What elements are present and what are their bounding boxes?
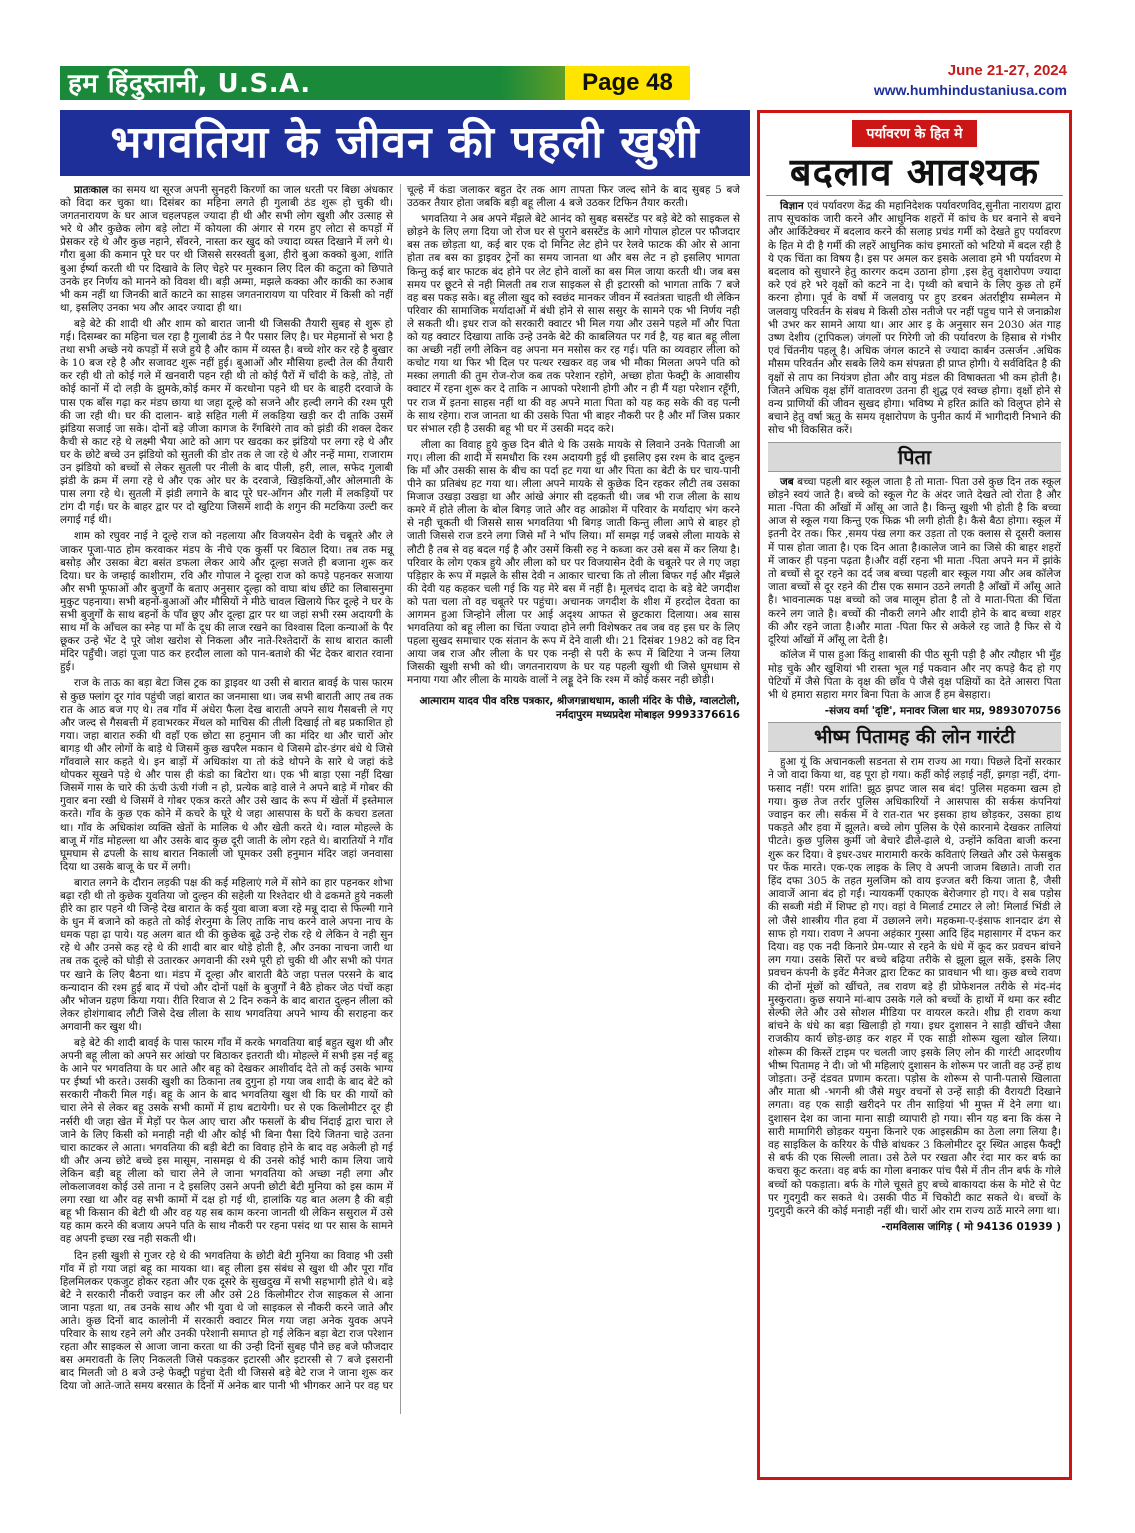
article-paragraph: शाम को रघुवर नाई ने दूल्हे राज को नहलाया और विजयसेन देवी के चबूतरे और ले जाकर पूजा-पाठ होम करवाकर मंडप के नीचे एक कुर्सी पर बिठाल दिया। तब तक मन्नू बसोड़ और उसका बेटा बसंत डफला लेकर आये और दूल्हा सजते ही बजाना शुरू कर दिया। घर के जम्हाई काशीराम, रवि और गोपाल ने दूल्हा राज को कपड़े पहनकर सजाया और सभी फूफाओं और बुजुर्गों के बताए अनुसार दूल्हा को वाघा बांध छींटे का लिबासनुमा मुकुट पहनाया। सभी बहनों-बुआओं और मौसियों ने मीठे चावल खिलाये फिर दूल्हे ने घर के सभी बुजुर्गों के साथ बहनों के पाँव छूए और दूल्हा द्वार पर था जहां सभी रस्म अदायगी के साथ माँ के आँचल का स्नेह पा माँ के दूध की लाज रखने का विश्वास दिला कन्याओं के पैर छूकर उन्हे भेंट दे पूरे जोश खरोश से निकला और नाते-रिश्तेदारों के साथ बारात काली मंदिर पहुँची। जहां पूजा पाठ कर हरदौल लाला को पान-बताशे की भेंट देकर बारात रवाना हुई। <box>60 530 393 674</box>
article-paragraph: लीला का विवाह हुये कुछ दिन बीते थे कि उसके मायके से लिवाने उनके पिताजी आ गए। लीला की शादी में समधौरा कि रश्म अदायगी हुई थी इसलिए इस रश्म के बाद दुल्हन कि माँ और उसकी सास के बीच का पर्दा हट गया था और पिता का बेटी के घर चाय-पानी पीने का प्रतिबंध हट गया था। लीला अपने मायके से कुछेक दिन रहकर लौटी तब उसका मिजाज उखड़ा उखड़ा था और आंखे अंगार सी दहकती थी। जब भी राज लीला के साथ कमरे में होते लीला के बोल बिगड़ जाते और वह आक्रोश में परिवार के मर्यादाए भंग करने से नही चूकती थी जिससे सास भगवतिया भी बिगड़ जाती किन्तु लीला आपे से बाहर हो जाती जिससे राज डरने लगा जिसे माँ ने भाँप लिया। माँ समझ गई जबसे लीला मायके से लौटी है तब से वह बदल गई है और उसमें किसी रुह ने कब्जा कर उसे बस में कर लिया है। परिवार के लोग एकत्र हुये और लीला को घर पर विजयासेन देवी के चबूतरे पर ले गए जहा पड़िहार के रूप में मझले के सीस देवी न आकार चारचा कि तो लीला बिफर गई और मँझले की देवी यह कहकर चली गई कि यह मेरे बस में नहीं है। मूलचंद दादा के बड़े बेटे जगदीश को पता चला तो वह चबूतरे पर पहुंचा। अचानक जगदीश के शीश में हरदोल देवता का आगमन हुआ जिन्होने लीला पर आई अदृश्य आफत से छुटकारा दिलाया। अब सास भगवतिया को बहू लीला का चिंता ज्यादा होने लगी विशेषकर तब जब वह इस घर के लिए पहला सुखद समाचार एक संतान के रूप में देने वाली थी। 21 दिसंबर 1982 को वह दिन आया जब राज और लीला के घर एक नन्ही से परी के रूप में बिटिया ने जन्म लिया जिसकी खुशी सभी को थी। जगतनारायण के घर यह पहली खुशी थी जिसे धूमधाम से मनाया गया और लीला के मायके वालों ने लड्डू देने कि रश्म में कोई कसर नही छोड़ी। <box>407 438 740 687</box>
sidebar-paragraph: हुआ यूं कि अचानकली सडनता से राम राज्य आ गया। पिछले दिनों सरकार ने जो वादा किया था, वह पूरा हो गया। कहीं कोई लड़ाई नहीं, झगड़ा नहीं, दंगा-फसाद नहीं! परम शांति! झूठ झपट जाल सब बंद! पुलिस महकमा खत्म हो गया। कुछ तेज तर्रार पुलिस अधिकारियों ने आसपास की सर्कस कंपनियां ज्वाइन कर ली। सर्कस में वे रात-रात भर इसका हाथ छोड़कर, उसका हाथ पकड़ते और हवा में झूलते। बच्चे लोग पुलिस के ऐसे कारनामे देखकर तालियां पीटते। कुछ पुलिस कुर्मी जो बेचारे ढीले-ढ़ाले थे, उन्होंने कविता बाजी करना शुरू कर दिया। वे इधर-उधर मारामारी करके कविताएं लिखते और उसे फेसबुक पर फेंक मारते। एक-एक लाइक के लिए वे अपनी जाजम बिछाते। ताजी रात हिंद दफा 305 के तहत मुलजिम को वाय इज्जत बरी किया जाता है, जैसी आवाजें आना बंद हो गईं। न्यायकर्मी एकाएक बेरोजगार हो गए। वे सब पड़ोस की सब्जी मंडी में शिफ्ट हो गए। वहां वे मिलार्ड टमाटर ले लो! मिलार्ड भिंडी ले लो जैसे शास्त्रीय गीत हवा में उछालने लगे। महकमा-ए-इंसाफ शानदार ढंग से साफ हो गया। रावण ने अपना अहंकार गुस्सा आदि हिंद महासागर में दफन कर दिया। वह एक नदी किनारे प्रेम-प्यार से रहने के धंधे में कूद कर प्रवचन बांचने लग गया। उसके सिरों पर बच्चे बढ़िया तरीके से झूला झूल सकें, इसके लिए प्रवचन कंपनी के इवेंट मैनेजर द्वारा टिकट का प्रावधान भी था। कुछ बच्चे रावण की दोनों मूंछों को खींचते, तब रावण बड़े ही प्रोफेशनल तरीके से मंद-मंद मुस्कुराता। कुछ सयाने मां-बाप उसके गले को बच्चों के हाथों में थमा कर स्वीट सेल्फी लेते और उसे सोशल मीडिया पर वायरल करते। शीघ्र ही रावण कथा बांचने के धंधे का बड़ा खिलाड़ी हो गया। इधर दुशासन ने साड़ी खींचने जैसा राजकीय कार्य छोड़-छाड़ कर शहर में एक साड़ी शोरूम खुला खोल लिया। शोरूम की किस्तें टाइम पर चलती जाए इसके लिए लोन की गारंटी आदरणीय भीष्म पितामह ने दी। जो भी महिलाएं दुशासन के शोरूम पर जाती वह उन्हें हाथ जोड़ता। उन्हें दंडवत प्रणाम करता। पड़ोस के शोरूम से पानी-पतासे खिलाता और माता श्री -भगनी श्री जैसे मधुर वचनों से उन्हें साड़ी की वैरायटी दिखाने लगता। वह एक साड़ी खरीदने पर तीन साड़ियां भी मुफ्त में देने लगा था। दुशासन देश का जाना माना साड़ी व्यापारी हो गया। सीन यह बना कि कंस ने सारी मामागिरी छोड़कर यमुना किनारे एक आइसक्रीम का ठेला लगा लिया है। वह साइकिल के करियर के पीछे बांधकर 3 किलोमीटर दूर स्थित आइस फैक्ट्री से बर्फ की एक सिल्ली लाता। उसे ठेले पर रखता और रंदा मार कर बर्फ का कचरा कूट करता। वह बर्फ का गोला बनाकर पांच पैसे में तीन तीन बर्फ के गोले बच्चों को पकड़ाता। बर्फ के गोले चूसते हुए बच्चे बाकायदा कंस के मोटे से पेट पर गुदगुदी कर सकते थे। उसकी पीठ में चिकोटी काट सकते थे। बच्चों के गुदगुदी करने की कोई मनाही नहीं थी। चारों ओर राम राज्य ठाठें मारने लगा था। <box>768 756 1061 1218</box>
main-article <box>60 184 740 1474</box>
sidebar-paragraph: विज्ञान एवं पर्यावरण केंद्र की महानिदेशक पर्यावरणविद,सुनीता नारायण द्वारा ताप सूचकांक जारी करने और आधुनिक शहरों में कांच के घर बनाने से बचने और आर्किटेक्चर में बदलाव करने की सलाह प्रचंड गर्मी को देखते हुए पर्यावरण के हित मे दी है गर्मी की लहरें आधुनिक कांच इमारतों को भटियो में बदल रही है ये एक चिंता का विषय है। इस पर अमल कर इसके अलावा हमे भी पर्यावरण मे बदलाव को सुधारने हेतु कारगर कदम उठाना होगा ,इस हेतु वृक्षारोपण ज्यादा करे एवं हरे भरे वृक्षों को कटने ना दे। पृथ्वी को बचाने के लिए कुछ तो हमें करना होगा। पूर्व के वर्षो में जलवायु पर हुए डरबन अंतर्राष्ट्रीय सम्मेलन मे जलवायु परिवर्तन के संबध मे किसी ठोस नतीजे पर नहीं पहुच पाने से जनाक्रोश भी उभर कर सामने आया था। आर आर इ के अनुसार सन 2030 अंत गाह उष्ण देशीय (ट्रापिकल) जंगलों पर गिरेगी जो की पर्यावरण के हिसाब से गंभीर एवं चिंतनीय पहलू है। अधिक जंगल काटने से ज्यादा कार्बन उत्सर्जन .अधिक मौसम परिवर्तन और सबके लिये कम संपन्नता ही प्राप्त होगी। ये सर्वविदित है की वृक्षों से ताप का नियंत्रण होता और वायु मंडल की विषाक्तता भी कम होती है। जितने अधिक वृक्ष होंगें वातावरण उतना ही शुद्ध एवं स्वच्छ होगा। वृक्षों होने से वन्य प्राणियों की जीवन सुखद होगा। भविष्य मे हरित क्रांति को विलुप्त होने से बचाने हेतु वर्षा ऋतु के समय वृक्षारोपण के पुनीत कार्य में भागीदारी निभाने की सोच भी विकसित करें। <box>768 200 1061 437</box>
sidebar <box>757 110 1072 1480</box>
sidebar-kicker: पर्यावरण के हित मे <box>852 120 976 147</box>
article-paragraph: दिन हसी खुशी से गुजर रहे थे की भगवतिया के छोटी बेटी मुनिया का विवाह भी उसी गाँव में हो गया जहां बहू का मायका था। बहू लीला इस संबंध से खुश थी और पूरा गाँव हिलमिलकर एकजुट होकर रहता और एक दूसरे के सुखदुख में सभी सहभागी होते थे। बड़े बेटे ने सरकारी नौकरी ज्वाइन कर ली और उसे 28 किलोमीटर रोज साइकल से आना जाना पड़ता था, तब उनके साथ और भी युवा थे जो साइकल से नौकरी करने जाते और आते। कुछ दिनों बाद कालोनी में सरकारी क्वाटर मिल गया जहा अनेक युवक अपने परिवार के साथ रहने लगे और उनकी परेशानी समाप्त हो गई लेकिन बड़ा बेटा राज परेशान रहता और साइकल से आजा जाना करता था की उन्ही दिनों सुबह पौने छह बजे फौजदार बस अमरावती के लिए निकलती जिसे पकड़कर इटारसी और इटारसी से 7 बजे इसरानी बाद मिलती जो 8 बजे उन्हे फेक्ट्री पहुंचा देती थी जिससे बड़े बेटे राज ने जाना शुरू कर दिया जो आते-जाते समय बरसात के दिनों में अनेक बार पानी भी भीगकर आने पर वह घर चूल्हे में कंडा जलाकर बहुत देर तक आग तापता फिर जल्द सोने के बाद सुबह 5 बजे उठकर तैयार होता जबकि बड़ी बहू लीला 4 बजे उठकर टिफिन तैयार करती। <box>60 184 740 1393</box>
article-paragraph: प्रातःकाल का समय था सूरज अपनी सुनहरी किरणों का जाल धरती पर बिछा अंधकार को विदा कर चुका था। दिसंबर का महिना लगते ही गुलाबी ठंड शुरू हो चुकी थी। जगतनारायण के घर आज चहलपहल ज्यादा ही थी और सभी लोग खुशी और उत्साह से भरे थे और कुछेक लोग बड़े लोटा में कोयला की अंगार से गरम हुए लोटा से कपड़ों में प्रेसकर रहे थे और कुछ नहाने, सँवरने, नास्ता कर खुद को ज्यादा व्यस्त दिखाने में लगे थे। गौरा बुआ की कमान पूरे घर पर थी जिससे सरस्वती बुआ, हीरो बुआ कक्को बुआ, शांति बुआ ईर्ष्या करती थी पर दिखावे के लिए चेहरे पर मुस्कान लिए दिल की कटुता को छिपाते उनके हर निर्णय को मानने को विवश थी। बड़ी अम्मा, मझले कक्का और काकी का रुआब भी कम नहीं था जिनकी बातें काटने का साहस जगतनारायण या परिवार में किसी को नहीं था, इसलिए उनका भय और आदर ज्यादा ही था। <box>60 184 393 314</box>
sidebar-paragraph: जब बच्चा पहली बार स्कूल जाता है तो माता- पिता उसे कुछ दिन तक स्कूल छोड़ने स्वयं जाते है। बच्चे को स्कूल गेट के अंदर जाते देखते त्वो रोता है और माता -पिता की आँखों में आँसू आ जाते है। किन्तु खुशी भी होती है कि बच्चा आज से स्कूल गया किन्तु एक फिक्र भी लगी होती है। कैसे बैठा होगा। स्कूल में इतनी देर तक। फिर ,समय पंख लगा कर उड़ता तो एक क्लास से दूसरी क्लास में पास होता जाता है। एक दिन आता है।कालेज जाने का जिसे की बाहर शहरों में जाकर ही पड़ना पढ़ता है।और वहीं रहना भी माता -पिता अपने मन में झांके तो बच्चों से दूर रहने का दर्द जब बच्चा पहली बार स्कूल गया और अब कॉलेज जाता बच्चों से दूर रहने की टीस एक समान उठने लगती है आँखों में आँसू आते है। भावनात्मक पक्ष बच्चो को जब मालूम होता है तो वे माता-पिता की चिंता करने लग जाते है। बच्चों की नौकरी लगने और शादी होने के बाद बच्चा शहर की और रहने जाता है।और माता -पिता फिर से अकेले रह जाते है फिर से ये दूरियां आँखों में आँसू ला देती है। <box>768 475 1062 647</box>
article-paragraph: भगवतिया ने अब अपने मँझले बेटे आनंद को सुबह बसस्टेंड पर बड़े बेटे को साइकल से छोड़ने के लिए लगा दिया जो रोज घर से पुराने बसस्टेंड के आगे गोपाल होटल पर फौजदार बस तक छोड़ता था, कई बार एक दो मिनिट लेट होने पर रेलवे फाटक की ओर से आना होता तब बस का ड्राइवर ट्रेनों का समय जानता था और बस लेट न हो इसलिए भागता किन्तु कई बार फाटक बंद होने पर लेट होने वालों का बस मिल जाया करती थी। जब बस समय पर छूटने से नही मिलती तब राज साइकल से ही इटारसी को भागता ताकि 7 बजे वह बस पकड़ सके। बहू लीला खुद को स्वछंद मानकर जीवन में स्वतंत्रता चाहती थी लेकिन परिवार की सामाजिक मर्यादाओं में बंधी होने से सास ससुर के सामने एक भी निर्णय नही ले सकती थी। इधर राज को सरकारी क्वाटर भी मिल गया और उसने पहले माँ और पिता को यह क्वाटर दिखाया ताकि उन्हे उनके बेटे की काबलियत पर गर्व है, यह बात बहू लीला का अच्छी नहीं लगी लेकिन वह अपना मन मसोस कर रह गई। पति का व्यवहार लीला को कचोट गया था फिर भी दिल पर पत्थर रखकर वह जब भी मौका मिलता अपने पति को मस्का लगाती की तुम रोज-रोज कब तक परेशान रहोगे, अच्छा होता फेक्ट्री के आवासीय क्वाटर में रहना शुरू कर दे ताकि न आपको परेशानी होगी और न ही मैं यहा परेशान रहूँगी, पर राज में इतना साहस नहीं था की वह अपने माता पिता को यह कह सके की वह पत्नी के साथ रहेगा। राज जानता था की उसके पिता भी बाहर नौकरी पर है और माँ जिस प्रकार घर संभाल रही है उसकी बहू भी घर में उसकी मदद करे। <box>407 213 740 435</box>
article-paragraph: बड़े बेटे की शादी बावई के पास फारम गाँव में करके भगवतिया बाई बहुत खुश थी और अपनी बहू लीला को अपने सर आंखो पर बिठाकर इतराती थी। मोहल्ले में सभी इस नई बहू के आने पर भगवतिया के घर आते और बहू को देखकर आशीर्वाद देते तो कई उसके भाग्य पर ईर्ष्या भी करते। उसकी खुशी का ठिकाना तब दुगुना हो गया जब शादी के बाद बेटे को सरकारी नौकरी मिल गई। बहू के आन के बाद भगवतिया खुश थी कि घर की गायों को चारा लेने से लेकर बहू उसके सभी कामों में हाथ बटायेगी। घर से एक किलोमीटर दूर ही नर्सरी थी जहा खेत में मेड़ों पर फेल आए चारा और फसलों के बीच निंदाई द्वारा चारा ले जाने के लिए किसी को मनाही नही थी और कोई भी बिना पैसा दिये जितना चाहे उतना चारा काटकर ले आता। भगवतिया की बड़ी बेटी का विवाह होने के बाद वह अकेली हो गई थी और अन्य छोटे बच्चे इस मासूम, नासमझ थे की उनसे कोई भारी काम लिया जाये लेकिन बड़ी बहू लीला को चारा लेने ले जाना भगवतिया को अच्छा नही लगा और लोकलाजवश कोई उसे ताना न दे इसलिए उसने अपनी छोटी बेटी मुनिया को इस काम में लगा रखा था और वह सभी कामों में दक्ष हो गई थी, हालांकि यह बात अलग है की बड़ी बहू भी किसान की बेटी थी और वह यह सब काम करना जानती थी लेकिन ससुराल में उसे यह काम करने की बजाय अपने पति के साथ नौकरी पर रहना पसंद था पर सास के सामने वह अपनी इच्छा रख नही सकती थी। <box>60 1037 393 1246</box>
issue-date: June 21-27, 2024 <box>947 62 1067 79</box>
article-paragraph: बारात लगने के दौरान लड़की पक्ष की कई महिलाएं गले में सोने का हार पहनकर शोभा बढ़ा रही थी तो कुछेक युवतिया जो दुल्हन की सहेली या रिश्तेदार थी वे ढकमते हुये नकली हीरे का हार पहने थी जिन्हे देख बारात के कई युवा बाजा बजा रहे मन्नू दादा से फिल्मी गाने के धुन में बजाने को कहते तो कोई शेरनुमा के लिए ताकि नाच करने वाले अपना नाच के धमक पहा ढ़ा पाये। यह अलग बात थी की कुछेक बूढ़े उन्हे रोक रहे थे लेकिन वे नही सुन रहे थे और उनसे कह रहे थे की शादी बार बार थोड़े होती है, और उनका नाचना जारी था तब तक दूल्हे को घोड़ी से उतारकर अगवानी की रश्मे पूरी हो चुकी थी और सभी को पंगत पर खाने के लिए बैठना था। मंडप में दूल्हा और बाराती बैठे जहा पत्तल परसने के बाद कन्यादान की रश्म हुई बाद में पंचो और दोनों पक्षों के बुजुर्गों ने बैठे होकर जेठ पंचों कहा और भोजन ग्रहण किया गया। रीति रिवाज से 2 दिन रुकने के बाद बारात दुल्हन लीला को लेकर होशंगाबाद लौटी जिसे देख लीला के साथ भगवतिया अपने भाग्य की सराहना कर अगवानी कर खुश थी। <box>60 876 393 1033</box>
main-headline: भगवतिया के जीवन की पहली खुशी <box>60 110 750 176</box>
section-title-pita: पिता <box>768 442 1061 472</box>
author-byline: -रामविलास जांगिड़ ( मो 94136 01939 ) <box>881 1221 1061 1234</box>
author-byline: -संजय वर्मा 'दृष्टि', मनावर जिला धार मप्र, 9893070756 <box>824 705 1061 718</box>
website-url[interactable]: www.humhindustaniusa.com <box>873 82 1067 98</box>
article-paragraph: बड़े बेटे की शादी थी और शाम को बारात जानी थी जिसकी तैयारी सुबह से शुरू हो गई। दिसम्बर का महिना चल रहा है गुलाबी ठंड ने पैर पसार लिए है। घर मेहमानों से भरा है तथा सभी अच्छे नये कपड़ों में सजे हुये है और काम में व्यस्त है। बच्चे शोर कर रहे है बुखार के 10 बज रहे है और सजावट शुरू नहीं हुई। बुआओं और मौसिया हल्दी तेल की तैयारी कर रही थी तो कोई गले में खनवारी पहन रही थी तो कोई पैरों में चाँदी के कड़े, तोड़े, तो कोई कानों में दो लड़ी के झुमके,कोई कमर में करधोना पहने थी घर के बाहरी दरवाजे के पास एक बाँस गढ़ा कर मंडप छाया था जहा दूल्हे को सजने और हल्दी लगने की रश्म पूरी की जा रही थी। घर की दालान- बाड़े सहित गली में लकड़िया खड़ी कर दी ताकि उसमें झंडिया सजाई जा सके। दोनों बड़े जीजा कागज के रँगबिरंगे ताव को झंडी की शक्ल देकर कैची से काट रहे थे लक्ष्मी भैया आटे को आग पर खदका कर झंडियो पर लगा रहे थे और घर के छोटे बच्चे उन झंडियो को सुतली की डोर तक ले जा रहे थे और नन्हें मामा, राजाराम उन झंडियो को बच्चों से लेकर सुतली पर नीली के बाद पीली, हरी, लाल, सफेद गुलाबी झंडी के क्रम में लगा रहे थे और एक ओर घर के दरवाजे, खिड़कियों,और ओलमाती के पास लगा रहे थे। सुतली में झंडी लगाने के बाद पूरे घर-आँगन और गली में लकड़ियों पर टांग दी गई। घर के बाहर द्वार पर दो खुटिया जिसमें शादी के शगुन की मटकिया उल्टी कर लगाई गई थी। <box>60 317 393 527</box>
article-paragraph: राज के ताऊ का बड़ा बेटा जिस ट्रक का ड्राइवर था उसी से बारात बावई के पास फारम से कुछ फ्लांग दूर गांव पहुंची जहां बारात का जनमासा था। जब सभी बाराती आए तब तक रात के आठ बज गए थे। तब गाँव में अंधेरा फैला देख बाराती अपने साथ गैसबत्ती ले गए और जल्द से गैसबत्ती में हवाभरकर मेंथल को माचिस की तीली दिखाई तो बह प्रकाशित हो गया। जहा बारात रुकी थी वहाँ एक छोटा सा हनुमान जी का मंदिर था और चारों ओर बागड़ थी और लोगों के बाड़े थे जिसमें कुछ खपरैल मकान थे जिसमे ढोर-डंगर बंधे थे जिसे गाँववाले सार कहते थे। इन बाड़ों में अधिकांश या तो कंडे थोपने के सारे थे जहां कंडे थोपकर सूखने पड़े थे और पास ही कंडो का बिटोरा था। एक भी बाड़ा एसा नहीं दिखा जिसमें गास के चारे की ऊंची ऊंची गंजी न हो, प्रत्येक बाड़े वाले ने अपने बाड़े में गोबर की गुवार बना रखी थे जिसमें वे गोबर एकत्र करते और उसे खाद के रूप में खेतों में इस्तेमाल करते। गाँव के कुछ एक कोने में कचरे के घूरे थे जहा आसपास के घरों के कचरा डलता था। गाँव के अधिकांश व्यक्ति खेतों के मालिक थे और खेती करते थे। ग्वाल मोहल्ले के बाजू में गोंड मोहल्ला था और उसके बाद कुछ दूरी जाती के लोग रहते थे। बारातियों ने गाँव घूमघाम से ढपली के साथ बारात निकाली जो घूमकर उसी हनुमान मंदिर जहां जनवासा दिया था उसके बाजू के घर में लगी। <box>60 677 393 873</box>
sidebar-paragraph: कॉलेज में पास हुआ किंतु शाबासी की पीठ सूनी पड़ी है और त्यौहार भी मुँह मोड़ चुके और खुशियां भी रास्ता भूल गई पकवान और नए कपड़े कैद हो गए पेटियों में जैसे पिता के वृक्ष की छाँव पे जैसे वृक्ष पक्षियों का देते आसरा पिता भी थे हमारा सहारा मगर बिना पिता के आज हैं हम बेसहारा। <box>768 649 1061 701</box>
page-number: Page 48 <box>565 66 690 100</box>
lead-word: विज्ञान <box>780 200 804 212</box>
lead-word: प्रातःकाल <box>74 184 109 196</box>
main-article-columns <box>60 184 740 1414</box>
masthead <box>0 0 1135 104</box>
sidebar-title: बदलाव आवश्यक <box>766 149 1063 196</box>
author-byline: आत्माराम यादव पीव वरिष्ठ पत्रकार, श्रीजगन्नाथधाम, काली मंदिर के पीछे, ग्वालटोली, नर्मदापुरम मध्यप्रदेश मोबाइल 9993376616 <box>419 694 740 721</box>
brand-name: हम हिंदुस्तानी, U.S.A. <box>68 69 311 99</box>
lead-word: जब <box>780 475 794 488</box>
section-title-loan-guarantee: भीष्म पितामह की लोन गारंटी <box>768 722 1061 752</box>
kicker-wrap <box>760 120 1069 147</box>
